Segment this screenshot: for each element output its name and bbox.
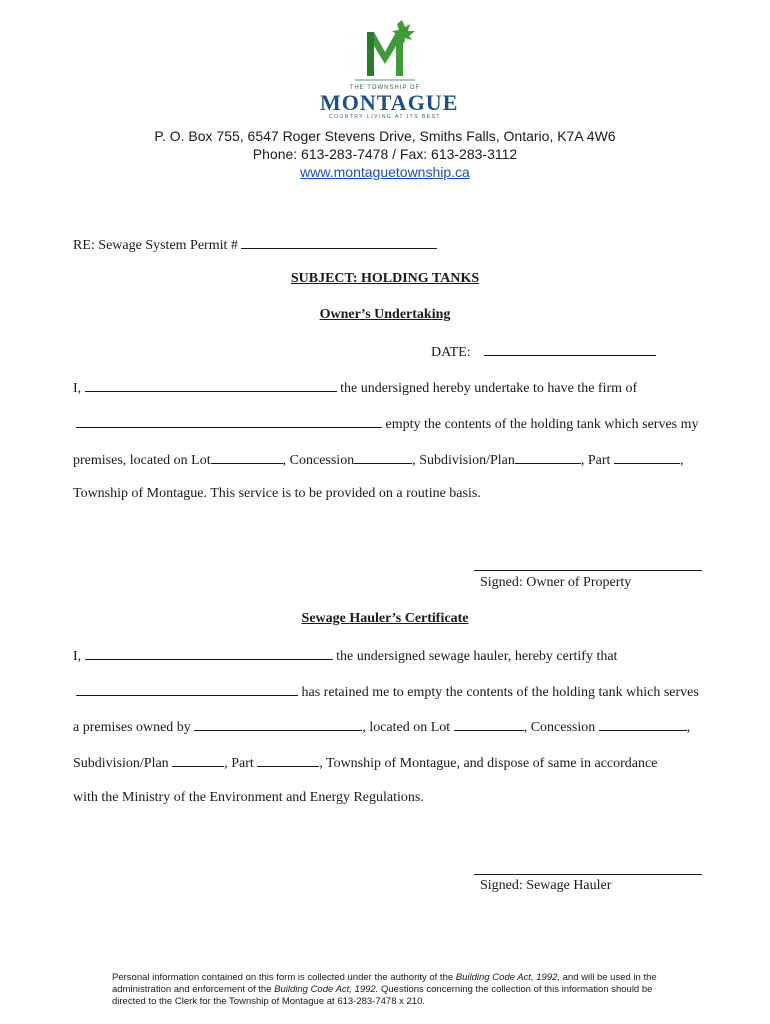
hauler-name-field[interactable] (85, 647, 333, 660)
concession-label: , Concession (282, 453, 355, 468)
owner-signature-line[interactable] (474, 570, 702, 571)
township-logo (320, 18, 459, 120)
premises-owner-field[interactable] (194, 718, 362, 731)
owner-i-label: I, (73, 381, 82, 396)
hauler-part-field[interactable] (257, 754, 319, 767)
hauler-line-4 (73, 754, 657, 772)
owner-empty-text: empty the contents of the holding tank which serves my (385, 417, 699, 432)
hauler-certify-text: the undersigned sewage hauler, hereby certify that (336, 649, 618, 664)
owner-lot-field[interactable] (211, 451, 283, 464)
website-link[interactable]: www.montaguetownship.ca (300, 164, 470, 180)
permit-number-field[interactable] (241, 236, 437, 249)
logo-name: MONTAGUE (320, 90, 459, 115)
part-label: , Part (580, 453, 611, 468)
hauler-signed-label: Signed: Sewage Hauler (480, 878, 612, 893)
logo-small-text: THE TOWNSHIP OF (349, 85, 421, 91)
act-name-2: Building Code Act, 1992. (274, 984, 379, 995)
subject-heading: SUBJECT: HOLDING TANKS (290, 271, 480, 286)
hauler-dispose-text: , Township of Montague, and dispose of same in accordance (319, 756, 658, 771)
owner-line-4: Township of Montague. This service is to be provided on a routine basis. (73, 486, 481, 501)
owner-undertake-text: the undersigned hereby undertake to have the firm of (340, 381, 638, 396)
hauler-concession-label: , Concession (523, 720, 596, 735)
date-line (431, 343, 656, 361)
hauler-concession-field[interactable] (599, 718, 687, 731)
act-name-1: Building Code Act, 1992, (455, 972, 560, 983)
lot-label: premises, located on Lot (73, 453, 211, 468)
notice-text-2: and will be used in the administration and enforcement of the (112, 972, 657, 995)
maple-leaf-m-icon (320, 18, 450, 86)
owner-name-field[interactable] (85, 379, 337, 392)
hauler-lot-field[interactable] (454, 718, 524, 731)
hauler-line-1 (73, 647, 617, 665)
comma: , (679, 453, 684, 468)
owner-part-field[interactable] (614, 451, 680, 464)
comma: , (686, 720, 691, 735)
logo-tagline: COUNTRY LIVING AT ITS BEST (329, 114, 441, 120)
date-field[interactable] (484, 343, 656, 356)
address-line: P. O. Box 755, 6547 Roger Stevens Drive, Smiths Falls, Ontario, K7A 4W6 (154, 128, 616, 144)
subdivision-label: , Subdivision/Plan (412, 453, 515, 468)
owner-undertaking-heading: Owner’s Undertaking (319, 307, 451, 322)
privacy-notice (112, 972, 672, 1008)
notice-text-3: Questions concerning the collection of this information should be directed to the Clerk for the Township of Montague at 613-283-7478 x 210. (112, 984, 653, 1007)
hauler-retained-text: has retained me to empty the contents of the holding tank which serves (301, 685, 699, 700)
hauler-certificate-heading: Sewage Hauler’s Certificate (301, 611, 469, 626)
owner-line-1 (73, 379, 637, 397)
phone-fax-line: Phone: 613-283-7478 / Fax: 613-283-3112 (252, 146, 518, 162)
re-label: RE: Sewage System Permit # (73, 238, 238, 253)
date-label: DATE: (431, 345, 471, 360)
owner-subdivision-field[interactable] (515, 451, 581, 464)
owner-line-3 (73, 451, 683, 469)
hauler-signature-line[interactable] (474, 874, 702, 875)
hauler-line-3 (73, 718, 690, 736)
hauler-i-label: I, (73, 649, 82, 664)
owner-line-2 (76, 415, 699, 433)
notice-text-1: Personal information contained on this form is collected under the authority of the (112, 972, 456, 983)
hauler-part-label: , Part (224, 756, 254, 771)
re-line (73, 236, 437, 254)
firm-name-field[interactable] (76, 415, 382, 428)
hauler-subdivision-label: Subdivision/Plan (73, 756, 169, 771)
hauler-client-field[interactable] (76, 683, 298, 696)
owned-by-label: a premises owned by (73, 720, 191, 735)
owner-signed-label: Signed: Owner of Property (480, 575, 632, 590)
hauler-line-5: with the Ministry of the Environment and Energy Regulations. (73, 790, 424, 805)
hauler-line-2 (76, 683, 699, 701)
owner-concession-field[interactable] (354, 451, 412, 464)
hauler-subdivision-field[interactable] (172, 754, 224, 767)
hauler-lot-label: , located on Lot (362, 720, 451, 735)
